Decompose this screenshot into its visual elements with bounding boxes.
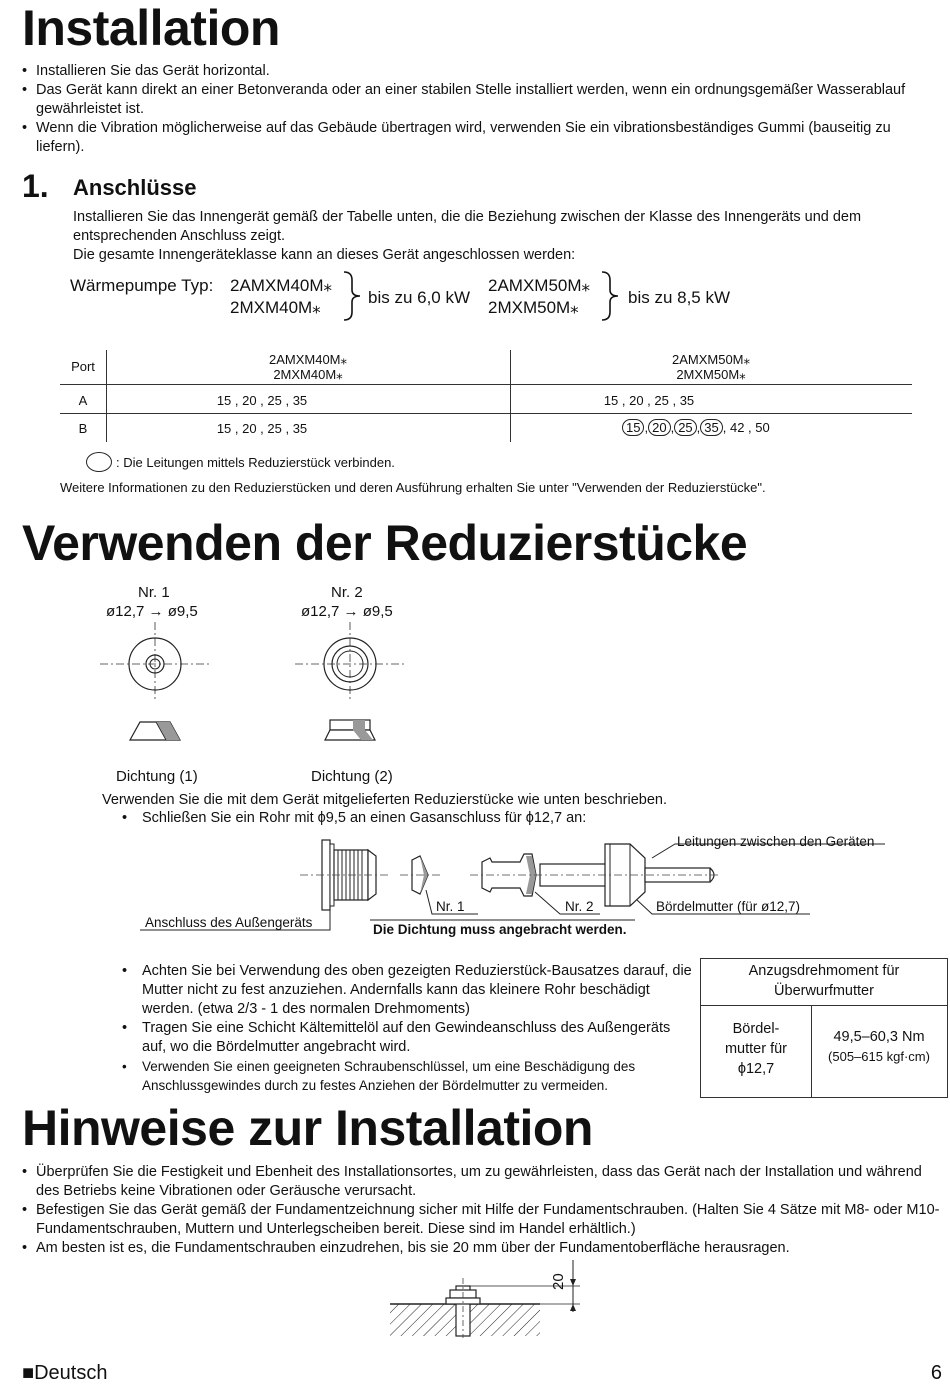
list-item: • Tragen Sie eine Schicht Kältemittelöl auf den Gewindeanschluss des Außengeräts auf, wo die Bördelmutter angebracht wird. (122, 1019, 692, 1057)
section-number: 1. (22, 168, 49, 204)
gasket-label: Dichtung (2) (311, 768, 393, 785)
reducer-size: ø12,7 → ø9,5 (301, 603, 393, 620)
more-info: Weitere Informationen zu den Reduzierstücken und deren Ausführung erhalten Sie unter "Verwenden der Reduzierstücke". (60, 480, 766, 495)
reducer-nr2-drawing (295, 622, 405, 752)
table-cell: 15 , 20 , 25 , 35 (216, 421, 308, 436)
table-cell-port: A (78, 393, 88, 408)
torque-row-label: Bördel-mutter für ϕ12,7 (724, 1021, 788, 1077)
torque-table (700, 958, 948, 1098)
circled-value: 35 (700, 419, 722, 436)
table-header-model: 2MXM50M⁎ (676, 367, 746, 382)
torque-header: Anzugsdrehmoment für Überwurfmutter (748, 963, 900, 999)
reducer-size: ø12,7 → ø9,5 (106, 603, 198, 620)
circled-value: 15 (622, 419, 644, 436)
table-cell-port: B (78, 421, 88, 436)
model-name: 2AMXM50M⁎ (488, 276, 591, 295)
torque-value-sub: (505–615 kgf·cm) (828, 1049, 930, 1064)
notes-heading: Hinweise zur Installation (22, 1100, 593, 1156)
table-cell: 15 , 20 , 25 , 35 (216, 393, 308, 408)
footer-language: ■Deutsch (22, 1362, 108, 1384)
table-header (510, 352, 912, 382)
reducer-label: Nr. 1 (138, 584, 170, 601)
reducer-label: Nr. 2 (331, 584, 363, 601)
section-title: Anschlüsse (73, 175, 197, 200)
brace-icon (598, 270, 622, 322)
gasket-note: Die Dichtung muss angebracht werden. (373, 922, 627, 937)
pipes-label: Leitungen zwischen den Geräten (677, 834, 875, 849)
heatpump-label: Wärmepumpe Typ: (70, 276, 214, 295)
foundation-bolt-drawing (390, 1256, 590, 1338)
reducer-nr1-drawing (100, 622, 210, 752)
capacity-label: bis zu 6,0 kW (368, 288, 471, 307)
flare-nut-label: Bördelmutter (für ø12,7) (656, 899, 801, 914)
diagram-nr1-label: Nr. 1 (436, 899, 465, 914)
list-item: • Wenn die Vibration möglicherweise auf das Gebäude übertragen wird, verwenden Sie ein vibrationsbeständiges Gummi (bauseitig zu liefern). (22, 119, 922, 157)
list-item: • Das Gerät kann direkt an einer Betonveranda oder an einer stabilen Stelle installiert werden, wenn ein ordnungsgemäßer Wasserablauf gewährleistet ist. (22, 81, 922, 119)
table-cell: 15 , 20 , 25 , 35 (603, 393, 695, 408)
torque-value: 49,5–60,3 Nm (833, 1029, 925, 1045)
gasket-label: Dichtung (1) (116, 768, 198, 785)
page-number: 6 (930, 1362, 942, 1384)
diagram-nr2-label: Nr. 2 (565, 899, 594, 914)
reducers-heading: Verwenden der Reduzierstücke (22, 515, 748, 571)
notes-bullets (22, 1163, 944, 1258)
reducers-intro: Verwenden Sie die mit dem Gerät mitgelieferten Reduzierstücke wie unten beschrieben. (102, 792, 667, 808)
circled-value: 20 (648, 419, 670, 436)
table-header-port: Port (71, 359, 95, 374)
list-item: • Achten Sie bei Verwendung des oben gezeigten Reduzierstück-Bausatzes darauf, die Mutter nicht zu fest anzuziehen. Andernfalls kann das kleinere Rohr beschädigt werden. (etwa 2/3 - 1 des normalen Drehmoments) (122, 962, 692, 1019)
reducers-step (122, 809, 822, 828)
list-item: • Schließen Sie ein Rohr mit ϕ9,5 an einen Gasanschluss für ϕ12,7 an: (122, 809, 822, 828)
list-item: • Verwenden Sie einen geeigneten Schraubenschlüssel, um eine Beschädigung des Anschlussgewindes durch zu festes Anziehen der Bördelmutter zu vermeiden. (122, 1057, 692, 1095)
list-item: • Befestigen Sie das Gerät gemäß der Fundamentzeichnung sicher mit Hilfe der Fundamentschrauben. (Halten Sie 4 Sätze mit M8- oder M10-Fundamentschrauben, Muttern und Unterlegscheiben bereit. Diese sind im Handel erhältlich.) (22, 1201, 944, 1239)
outdoor-port-label: Anschluss des Außengeräts (145, 915, 313, 930)
bolt-dimension: 20 (550, 1273, 567, 1290)
table-header (106, 352, 510, 382)
table-header-model: 2AMXM40M⁎ (268, 352, 348, 367)
model-name: 2AMXM40M⁎ (230, 276, 333, 295)
reducers-notes (122, 962, 692, 1095)
legend-text: : Die Leitungen mittels Reduzierstück verbinden. (116, 455, 395, 470)
connections-paragraph-2: Die gesamte Innengeräteklasse kann an dieses Gerät angeschlossen werden: (73, 247, 576, 263)
circled-value: 25 (674, 419, 696, 436)
table-header-model: 2AMXM50M⁎ (671, 352, 751, 367)
list-item: • Überprüfen Sie die Festigkeit und Ebenheit des Installationsortes, um zu gewährleisten, dass das Gerät nach der Installation und während des Betriebs keine Vibrationen oder Geräusche verursacht. (22, 1163, 944, 1201)
capacity-label: bis zu 8,5 kW (628, 288, 731, 307)
installation-bullets (22, 62, 922, 157)
model-name: 2MXM50M⁎ (488, 298, 579, 317)
table-cell-rest: , 42 , 50 (722, 420, 770, 435)
installation-heading: Installation (22, 0, 280, 56)
connections-paragraph: Installieren Sie das Innengerät gemäß der Tabelle unten, die die Beziehung zwischen der Klasse des Innengeräts und dem entsprechenden Anschluss zeigt. (73, 209, 862, 244)
table-header-model: 2MXM40M⁎ (273, 367, 343, 382)
table-cell: 15 , 20 , 25 , 35 , 42 , 50 (622, 419, 882, 436)
brace-icon (340, 270, 364, 322)
legend-oval-icon (86, 452, 112, 472)
list-item: • Installieren Sie das Gerät horizontal. (22, 62, 922, 81)
model-name: 2MXM40M⁎ (230, 298, 321, 317)
list-item: • Am besten ist es, die Fundamentschrauben einzudrehen, bis sie 20 mm über der Fundamentoberfläche herausragen. (22, 1239, 944, 1258)
